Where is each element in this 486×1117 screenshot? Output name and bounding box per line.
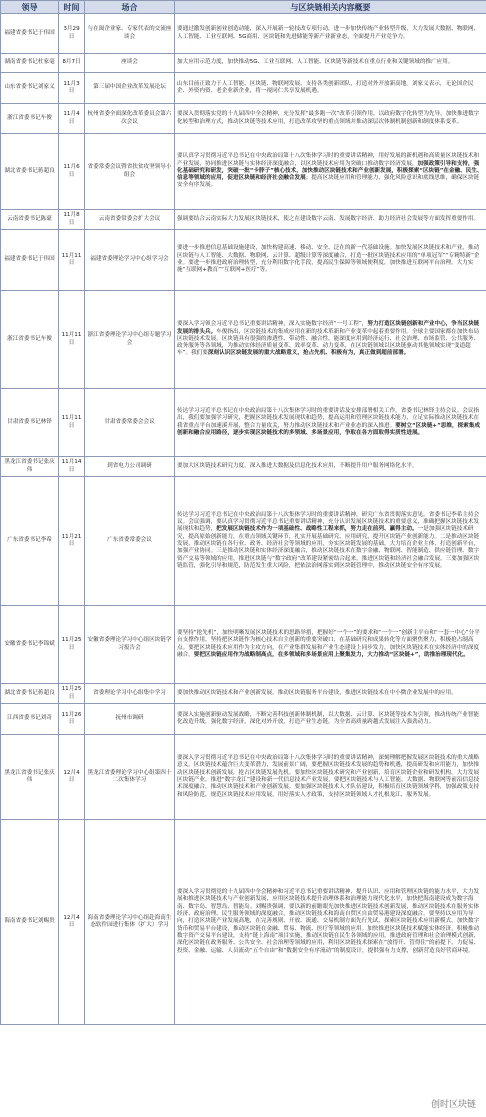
table-body [1,14,486,1025]
cell-content [175,389,486,457]
table-row [1,210,486,230]
highlighted-text: 把发展区块链技术作为一项基础性、战略性工程来抓，努力走在前列、赢得主动。 [216,526,418,533]
cell-venue: 福建省委理论学习中心组学习会 [85,230,175,291]
cell-content [175,291,486,389]
highlighted-text: 要树立“区块链+”思维，探索集成创新和融合应用路径，逐步实现区块链技术的多领域、多场景应用，争取在各方面取得实质性进展。 [177,422,480,436]
cell-date: 11月25日 [59,684,85,704]
cell-date: 11月14日 [59,457,85,477]
cell-leader: 浙江省委书记车俊 [1,104,59,134]
highlighted-text: 要把区块链应用作为战略制高点，在多领域和多场景应用上聚集发力，大力推动“区块链+”，助推治理现代化。 [193,651,469,658]
cell-content [175,210,486,230]
table-row [1,457,486,477]
cell-date: 3月29日 [59,14,85,54]
content-text: 传达学习习近平总书记在中央政治局第十八次集体学习时的重要讲话及安排部署相关工作。省委书记林铎主持会议。会议指出，我们要加强学习研究，把握区块链技术发展现状和趋势，提高运用和管理区块链技术能力，立足实际推动区块链技术在我省重点平台加速溪开展，整合力量攻关，努力推动区块链技术和产业业态的深入推进。 [177,407,480,429]
table-row [1,73,486,104]
cell-content [175,134,486,210]
cell-date: 11月11日 [59,291,85,389]
cell-date: 11月11日 [59,230,85,291]
table-row [1,684,486,704]
cell-venue: 第三届中国企业改革发展论坛 [85,73,175,104]
highlighted-text: 深刻认识区块链发展的重大战略意义，抢占先机、积极有为，真正做到超前部署。 [207,350,410,357]
cell-leader: 黑龙江省委书记张庆伟 [1,457,59,477]
cell-venue: 与在闽企业家、专家代表的交流座谈会 [85,14,175,54]
cell-content [175,820,486,1025]
cell-venue: 浙江省委理论学习中心组专题学习会 [85,291,175,389]
header-content: 与区块链相关内容概要 [175,1,486,14]
content-text: 一是加强区块链技术研究，提高原始创新能力，在重点领域关键环节，扎实开展基础研究、应用研究，提升区块链产业创新能力。二是推动区块链发展，推动区块链在各行业、政务、经济社会等领域的应用，夯实区块链发展的基础，大力培育企业主体，打造创新平台，加强产业协同。三是推动区块链和实体经济深度融合，推动区块链技术在数字金融、物联网、智能制造、供应链管理、数字资产交易等领域的应用，推进区块链与“数字政府”改革建设紧密结合起来，推进区块链和经济社会融合发展。三要加强区块链监管，强化引导和规范，防范发生重大风险，把依法治网落实到区块链管理中，推动区块链安全有序发展。 [177,526,480,569]
cell-content [175,104,486,134]
cell-venue: 省委理论学习中心组集中学习 [85,684,175,704]
cell-venue: 黑龙江省委理论学习中心组第四十二次集体学习 [85,735,175,820]
content-text: 要加大区块链技术研究力度，深入推进大数据及信息化技术应用，不断提升用户服务网络化水平。 [177,462,418,469]
cell-date: 11月4日 [59,104,85,134]
header-leader: 领导 [1,1,59,14]
cell-content [175,230,486,291]
content-text: 要深入学习贯彻习近平总书记在中央政治局第十八次集体学习时的重要讲话精神，深刻理解把握发展区块链技术的重大战略意义。区块链技术蕴含巨大变革潜力，发展前景广阔，要把握区块链技术发展的趋势和机遇，提高研发和应用能力，加快推动区块链技术创新发展，抢占区块链发展先机。要加快区块链技术研究和产业创新，培育区块链企业和研发机构，大力发展区块链产业，推进“数字龙江”建设和新一代信息技术产业发展，要把区块链技术与人工智能、大数据、物联网等前沿信息技术深度融合，推动区块链技术和产业创新发展。要加强区块链技术人才队伍建设，积极培育区块链领域学科，加强政策支持和风险防范，规范区块链技术应用发展，用好落实人才政策，支持区块链领域人才扎根龙江，服务发展。 [177,755,480,798]
cell-content [175,606,486,684]
table-row [1,477,486,606]
cell-content [175,14,486,54]
content-text: 要进一步推进信息基础设施建设，加快构建高速、移动、安全、泛在的新一代基础设施。加快发展区块链技术和产业，推动区块链与人工智能、大数据、物联网、云计算、超级计算等深度融合，打造一批区块链技术应用的“单项冠军”“专精特新”企业。要进一步推进政府治理转型，充分利用数字化手段，提高民生保障等领域便利度，加快推进互联网平台治理，大力实施“互联网+教育”“互联网+医疗”等。 [177,245,480,274]
table-row [1,14,486,54]
content-text: 强调要结合云南实际大力发展区块链技术，使之在建设数字云南、发展数字经济、助力经济社会发展等方面发挥重要作用。 [177,215,480,222]
cell-content [175,477,486,606]
cell-venue: 甘肃省委常委会会议 [85,389,175,457]
table-row [1,820,486,1025]
cell-date: 11月21日 [59,477,85,606]
highlighted-text: 加强政策引导和支持，强化基础研究和研发，突破一批“卡脖子”核心技术，加快推动区块链技术和产业创新发展，积极探索“区块链”在金融、民生、信息等领域的应用，促进区块链和经济社会融合发展 [177,160,483,182]
cell-content [175,73,486,104]
content-text: 要深入学习贯彻党的十九届四中全会精神和习近平总书记重要讲话精神，提升认识、应用和管理区块链的能力水平，大力发展和推进区块链技术与产业创新发展，应用区块链技术提升治理体系和治理能力现代化水平，加快把海南建设成为数字海南、数字岛、智慧岛、智能岛。刘赐贵强调，要以新的前瞻眼光加快推进区块链技术创新发展，推动区块链技术在服务实体经济、政府治理、民生服务领域的深度融合，推动区块链技术和海南自贸区自由贸易港建设深度融合。要坚持以应用为导向，打造区块链产业发展高地，在完善规则、开放、流通、交易机制方面先行先试，探索区块链技术应用新模式，加快数字货币和贸易平台建设，推动区块链在金融、贸易、物流、医疗等领域的应用。加快推进区块链技术赋能实体经济，积极推动数字资产交易平台建设，支持“链上海南”项目实施，推动区块链在民生各领域的应用。推进政府管理和社会治理模式创新，深化区块链在政务服务、公共安全、社会治理等领域的应用，利用区块链技术探索在“放得开、管得住”的前提下，力促易、投资、金融、运输、人员流动“五个自由”和“数据安全有序流动”的制度设计，提供强有力支撑，创新营造良好营商环境。 [177,889,480,954]
watermark: 创时区块链 [427,1096,480,1111]
cell-date: 12月4日 [59,735,85,820]
header-venue: 场合 [85,1,175,14]
cell-date: 11月3日 [59,73,85,104]
cell-date: 8月7日 [59,54,85,73]
table-row [1,134,486,210]
cell-date: 11月25日 [59,606,85,684]
cell-date: 12月4日 [59,820,85,1025]
cell-venue: 杭州省委全面深化改革委员会第六次会议 [85,104,175,134]
cell-leader: 湖北省委书记蒋超良 [1,134,59,210]
cell-leader: 福建省委书记于伟国 [1,230,59,291]
cell-content [175,684,486,704]
table-row [1,104,486,134]
content-text: 要坚持“抢先机”，加快明晰发展区块链技术的思路举措，把握好“一个一”的要求和“一个一”创新主平台和“一套一中心”分平台支撑作用，坚持把区块链作为核心技术自主创新的重要突破口，在基础研究和成果转化等方面聚焦聚力，积极抢占制高点。要把区块链技术应用作为主攻方向，在产业集群发展和产业生态建设上同步发力，加快区块链技术在实体经济中的深度融合。 [177,629,480,658]
table-row [1,606,486,684]
content-text: 要认真学习贯彻习近平总书记在中央政治局第十八次集体学习时的重要讲话精神，用好发展的新机遇和高质量区块链技术和产业发展，协同推进区块链与实体经济深度融合，以区块链技术应用为突破口推动数字经济发展， [177,153,480,167]
cell-venue: 广东省委常委会议 [85,477,175,606]
header-date: 时间 [59,1,85,14]
table-row [1,230,486,291]
cell-leader: 黑龙江省委书记张庆伟 [1,735,59,820]
cell-leader: 湖北省委书记蒋超良 [1,684,59,704]
cell-date: 11月11日 [59,389,85,457]
cell-leader: 甘肃省委书记林铎 [1,389,59,457]
cell-leader: 湖南省委书记杜家毫 [1,54,59,73]
table-row [1,54,486,73]
cell-leader: 江西省委书记刘奇 [1,704,59,735]
cell-venue: 安徽省委理论学习中心组区块链学习报告会 [85,606,175,684]
table-row [1,389,486,457]
content-text: ；提高区块链应用和管理能力，强化风险意识和底线思维，确保区块链安全有序发展。 [177,175,480,189]
table-header-row [1,1,486,14]
highlighted-text: 努力打造区块链创新和产业中心，争当区块链发展的排头兵。 [177,321,480,335]
cell-venue: 云南省委常委会扩大会议 [85,210,175,230]
cell-leader: 广东省委书记李希 [1,477,59,606]
cell-date: 11月26日 [59,704,85,735]
cell-leader: 浙江省委书记车俊 [1,291,59,389]
cell-venue: 省委常委会议暨省扶贫攻坚领导小组会 [85,134,175,210]
cell-content [175,735,486,820]
cell-venue: 到省电力公司调研 [85,457,175,477]
cell-venue: 座谈会 [85,54,175,73]
content-text: 要深入贯彻落实党的十九届四中全会精神，充分发挥“最多跑一次”改革引领作用，以政府数字化转型为先导，加快推进数字化转型和治理方式，推动区块链等技术应用，打造改革攻坚的重点领域并推动深层次体制机制创新和制度体系变革。 [177,111,480,125]
table-row [1,704,486,735]
cell-content [175,457,486,477]
content-text: 要深入实施创新驱动发展战略，不断完善科技创新体制机制，以大数据、云计算、区块链等技术为引领，推动传统产业智能化改造升级，强化数字经济，深化对外开放，打造产业生态链，为全省高质量跨越式发展注入强劲动力。 [177,711,480,725]
content-text: 传达学习习近平总书记在中央政治局第十八次集体学习时的重要讲话精神，研究广东省贯彻落实意见。省委书记李希主持会议。会议强调，要认真学习贯彻习近平总书记重要讲话精神，充分认识发展区块链技术的重要意义，准确把握区块链技术发展现状和趋势， [177,511,480,533]
cell-venue: 抚州市调研 [85,704,175,735]
cell-leader: 安徽省委书记李锦斌 [1,606,59,684]
cell-leader: 海南省委书记刘赐贵 [1,820,59,1025]
cell-leader: 福建省委书记于伟国 [1,14,59,54]
cell-leader: 云南省委书记陈豪 [1,210,59,230]
content-text: 加大应用示范力度，加快推动5G、工业互联网、人工智能、区块链等新技术在重点行业和关键领域的推广应用。 [177,59,454,66]
table-row [1,291,486,389]
content-text: 要深入学习领会习近平总书记重要讲话精神，深入实施数字经济“一号工程”， [177,321,368,328]
cell-content [175,704,486,735]
cell-date: 11月6日 [59,134,85,210]
cell-leader: 山东省委书记刘家义 [1,73,59,104]
content-text: 车俊指出，区块链技术的集成应用在新的技术革新和产业变革中起着重要作用。全球主要国家都在加快布局区块链技术发展。区块链具有很强的渗透性、带动性、融合性，能深度应用到经济运行、社会治理、市场监管、公共服务、政务服务等各领域，为推动实体经济质量变革、效率变革、动力变革，在区块链领域以区块链驱动其他领域实现“变道超车”。我们要 [177,328,480,357]
table-row [1,735,486,820]
cell-content [175,54,486,73]
content-text: 山东目前正致力于人工智能、区块链、物联网发展，支持各类创新团队，打造对外开放新高地。刘家义表示，无论国企民企、外资内资、老企业新企业，将一视同仁共享发展机遇。 [177,80,474,94]
cell-venue: 海南省委理论学习中心组赴海南生态软件园进行集体（扩大）学习 [85,820,175,1025]
content-text: 要加快推动区块链技术和产业创新发展，推动区块链服务平台建设，推进区块链技术在中小微企业发展中的应用。 [177,689,457,696]
cell-date: 11月8日 [59,210,85,230]
content-text: 要通过激发创新创业创造动能，深入开展新一轮技改专项行动，进一步加快传统产业转型升级，大力发展大数据、物联网、人工智能、工业互联网、5G商用、区块链和先进储能等新产业新业态，全面提升产业竞争力。 [177,26,480,40]
